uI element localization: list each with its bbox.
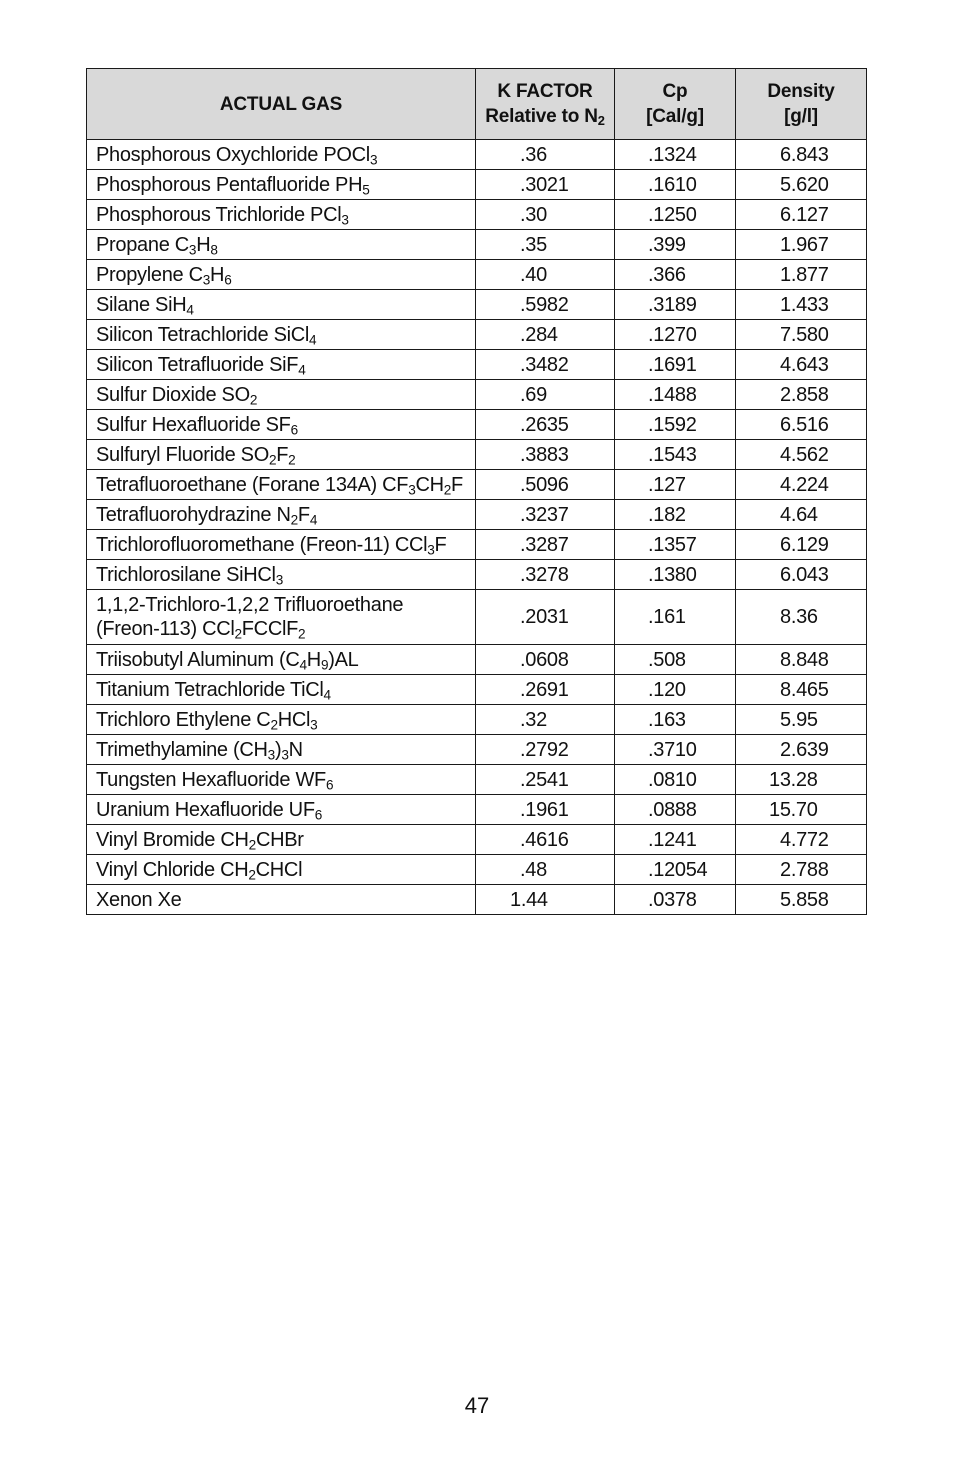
gas-name-cell — [87, 230, 476, 260]
gas-name-cell — [87, 290, 476, 320]
table-row — [87, 795, 867, 825]
table-row — [87, 645, 867, 675]
gas-name-text: Trimethylamine (CH — [96, 738, 268, 761]
formula-subscript: 3 — [275, 571, 283, 587]
k-factor-cell: .284 — [476, 320, 615, 350]
header-cp-line2: [Cal/g] — [646, 106, 704, 127]
cp-cell: .161 — [615, 590, 736, 645]
formula-subscript: 3 — [188, 241, 197, 257]
table-row — [87, 350, 867, 380]
k-factor-cell: .3883 — [476, 440, 615, 470]
density-cell: 6.843 — [736, 140, 867, 170]
k-factor-cell: .1961 — [476, 795, 615, 825]
formula-subscript: 2 — [443, 481, 452, 497]
gas-name-cell — [87, 170, 476, 200]
gas-name-text: FCClF — [241, 618, 299, 640]
formula-subscript: 6 — [224, 271, 232, 287]
density-cell: 6.516 — [736, 410, 867, 440]
table-row — [87, 230, 867, 260]
formula-subscript: 4 — [309, 511, 318, 527]
k-factor-cell: .3287 — [476, 530, 615, 560]
density-cell: 13.28 — [736, 765, 867, 795]
table-row — [87, 825, 867, 855]
table-row — [87, 140, 867, 170]
k-factor-cell: .3278 — [476, 560, 615, 590]
density-cell: 15.70 — [736, 795, 867, 825]
gas-name-cell — [87, 765, 476, 795]
k-factor-cell: .3482 — [476, 350, 615, 380]
table-row — [87, 200, 867, 230]
k-factor-cell: .3021 — [476, 170, 615, 200]
gas-name-text: HCl — [277, 708, 311, 731]
gas-name-cell — [87, 560, 476, 590]
gas-name-cell — [87, 440, 476, 470]
formula-subscript: 2 — [268, 451, 277, 467]
gas-name-text: Xenon Xe — [96, 888, 182, 911]
gas-name-text: Tetrafluorohydrazine N — [96, 503, 291, 526]
formula-subscript: 4 — [309, 331, 317, 347]
table-row — [87, 170, 867, 200]
table-row — [87, 530, 867, 560]
cp-cell: .1543 — [615, 440, 736, 470]
cp-cell: .508 — [615, 645, 736, 675]
gas-name-text: Phosphorous Pentafluoride PH — [96, 173, 363, 196]
table-row — [87, 855, 867, 885]
formula-subscript: 3 — [341, 211, 349, 227]
cp-cell: .0810 — [615, 765, 736, 795]
gas-name-text: Silane SiH — [96, 293, 187, 316]
cp-cell: .399 — [615, 230, 736, 260]
gas-name-cell — [87, 795, 476, 825]
table-row — [87, 470, 867, 500]
gas-name-text: H — [306, 648, 321, 671]
cp-cell: .1691 — [615, 350, 736, 380]
header-k-factor-subscript: 2 — [597, 113, 605, 129]
formula-subscript: 2 — [234, 626, 242, 642]
k-factor-cell: .2792 — [476, 735, 615, 765]
table-header-row — [87, 69, 867, 140]
gas-name-text: 1,1,2-Trichloro-1,2,2 Trifluoroethane — [96, 594, 404, 616]
cp-cell: .1380 — [615, 560, 736, 590]
gas-name-text: Vinyl Bromide CH — [96, 828, 249, 851]
header-density-line1: Density — [767, 81, 835, 102]
gas-name-cell — [87, 855, 476, 885]
gas-name-text: Sulfur Hexafluoride SF — [96, 413, 291, 436]
gas-name-text: F — [434, 533, 447, 556]
cp-cell: .120 — [615, 675, 736, 705]
gas-name-text: Tetrafluoroethane (Forane 134A) CF — [96, 473, 409, 496]
header-cp-line1: Cp — [662, 81, 688, 102]
cp-cell: .0378 — [615, 885, 736, 915]
gas-name-text: Triisobutyl Aluminum (C — [96, 648, 300, 671]
gas-name-text: Phosphorous Trichloride PCl — [96, 203, 342, 226]
cp-cell: .1241 — [615, 825, 736, 855]
density-cell: 4.224 — [736, 470, 867, 500]
header-actual-gas — [87, 69, 476, 140]
gas-name-cell — [87, 350, 476, 380]
formula-subscript: 3 — [369, 151, 378, 167]
density-cell: 4.64 — [736, 500, 867, 530]
gas-name-text: Trichlorosilane SiHCl — [96, 563, 276, 586]
gas-name-cell — [87, 530, 476, 560]
density-cell: 1.433 — [736, 290, 867, 320]
cp-cell: .0888 — [615, 795, 736, 825]
header-density-line2: [g/l] — [784, 106, 818, 127]
cp-cell: .127 — [615, 470, 736, 500]
formula-subscript: 2 — [248, 866, 256, 882]
table-row — [87, 500, 867, 530]
density-cell: 6.129 — [736, 530, 867, 560]
table-row — [87, 440, 867, 470]
gas-name-cell — [87, 825, 476, 855]
density-cell: 6.127 — [736, 200, 867, 230]
formula-subscript: 2 — [249, 391, 258, 407]
cp-cell: .366 — [615, 260, 736, 290]
cp-cell: .1357 — [615, 530, 736, 560]
k-factor-cell: .2031 — [476, 590, 615, 645]
density-cell: 4.562 — [736, 440, 867, 470]
formula-subscript: 3 — [310, 716, 318, 732]
k-factor-cell: .30 — [476, 200, 615, 230]
cp-cell: .3189 — [615, 290, 736, 320]
table-row — [87, 885, 867, 915]
cp-cell: .3710 — [615, 735, 736, 765]
gas-k-factor-table — [86, 68, 867, 915]
gas-name-text: N — [288, 738, 303, 761]
formula-subscript: 6 — [314, 806, 323, 822]
gas-name-text: F — [451, 473, 463, 496]
k-factor-cell: .3237 — [476, 500, 615, 530]
table-body — [87, 140, 867, 915]
gas-name-cell — [87, 645, 476, 675]
gas-name-cell — [87, 705, 476, 735]
density-cell: 2.858 — [736, 380, 867, 410]
gas-name-cell — [87, 885, 476, 915]
gas-name-text: Sulfuryl Fluoride SO — [96, 443, 269, 466]
table-row — [87, 590, 867, 645]
gas-name-text: H — [196, 233, 211, 256]
formula-subscript: 2 — [298, 626, 306, 642]
header-k-factor-line1: K FACTOR — [497, 81, 593, 102]
gas-name-cell — [87, 200, 476, 230]
k-factor-cell: .2541 — [476, 765, 615, 795]
k-factor-cell: .40 — [476, 260, 615, 290]
formula-subscript: 4 — [298, 361, 306, 377]
gas-name-text: Phosphorous Oxychloride POCl — [96, 143, 370, 166]
formula-subscript: 5 — [362, 181, 370, 197]
density-cell: 2.788 — [736, 855, 867, 885]
formula-subscript: 4 — [299, 656, 307, 672]
gas-name-text: Silicon Tetrafluoride SiF — [96, 353, 299, 376]
cp-cell: .1488 — [615, 380, 736, 410]
gas-name-text: Tungsten Hexafluoride WF — [96, 768, 326, 791]
gas-name-cell — [87, 320, 476, 350]
gas-name-text: F — [276, 443, 289, 466]
table-row — [87, 765, 867, 795]
formula-subscript: 2 — [290, 511, 298, 527]
formula-subscript: 3 — [427, 541, 435, 557]
gas-name-text: )AL — [328, 648, 359, 671]
formula-subscript: 9 — [320, 656, 329, 672]
k-factor-cell: .0608 — [476, 645, 615, 675]
density-cell: 7.580 — [736, 320, 867, 350]
gas-name-cell — [87, 410, 476, 440]
formula-subscript: 6 — [290, 421, 298, 437]
cp-cell: .1610 — [615, 170, 736, 200]
density-cell: 5.620 — [736, 170, 867, 200]
header-k-factor-line2: Relative to N — [485, 106, 598, 127]
table-row — [87, 675, 867, 705]
gas-name-text: ) — [274, 738, 282, 761]
density-cell: 8.36 — [736, 590, 867, 645]
k-factor-cell: .5096 — [476, 470, 615, 500]
density-cell: 8.465 — [736, 675, 867, 705]
gas-name-cell — [87, 380, 476, 410]
formula-subscript: 2 — [270, 716, 278, 732]
table-row — [87, 735, 867, 765]
gas-name-cell — [87, 140, 476, 170]
table-row — [87, 560, 867, 590]
gas-name-text: Titanium Tetrachloride TiCl — [96, 678, 324, 701]
formula-subscript: 8 — [210, 241, 218, 257]
cp-cell: .1324 — [615, 140, 736, 170]
gas-name-text: Trichloro Ethylene C — [96, 708, 271, 731]
gas-name-text: Trichlorofluoromethane (Freon-11) CCl — [96, 533, 428, 556]
gas-name-text: CH — [415, 473, 444, 496]
gas-name-text: Uranium Hexafluoride UF — [96, 798, 315, 821]
density-cell: 5.95 — [736, 705, 867, 735]
header-density — [736, 69, 867, 140]
cp-cell: .1270 — [615, 320, 736, 350]
density-cell: 4.643 — [736, 350, 867, 380]
density-cell: 1.967 — [736, 230, 867, 260]
table-row — [87, 260, 867, 290]
k-factor-cell: .2635 — [476, 410, 615, 440]
formula-subscript: 3 — [408, 481, 416, 497]
gas-name-cell — [87, 675, 476, 705]
k-factor-cell: .5982 — [476, 290, 615, 320]
formula-subscript: 3 — [202, 271, 211, 287]
gas-name-text: (Freon-113) CCl — [96, 618, 235, 640]
density-cell: 4.772 — [736, 825, 867, 855]
cp-cell: .1250 — [615, 200, 736, 230]
density-cell: 5.858 — [736, 885, 867, 915]
gas-name-text: Silicon Tetrachloride SiCl — [96, 323, 310, 346]
formula-subscript: 3 — [281, 746, 289, 762]
formula-subscript: 4 — [186, 301, 194, 317]
k-factor-cell: .69 — [476, 380, 615, 410]
gas-name-text: Propylene C — [96, 263, 203, 286]
gas-name-cell — [87, 735, 476, 765]
gas-name-cell — [87, 500, 476, 530]
header-k-factor — [476, 69, 615, 140]
k-factor-cell: .48 — [476, 855, 615, 885]
cp-cell: .1592 — [615, 410, 736, 440]
cp-cell: .12054 — [615, 855, 736, 885]
header-actual-gas-label: ACTUAL GAS — [219, 93, 343, 115]
formula-subscript: 4 — [323, 686, 331, 702]
density-cell: 2.639 — [736, 735, 867, 765]
gas-name-text: H — [210, 263, 225, 286]
header-cp — [615, 69, 736, 140]
k-factor-cell: .32 — [476, 705, 615, 735]
gas-name-cell — [87, 590, 476, 645]
table-row — [87, 380, 867, 410]
page-number: 47 — [464, 1393, 490, 1418]
formula-subscript: 6 — [325, 776, 334, 792]
table-row — [87, 290, 867, 320]
density-cell: 6.043 — [736, 560, 867, 590]
k-factor-cell: .2691 — [476, 675, 615, 705]
table-row — [87, 705, 867, 735]
k-factor-cell: 1.44 — [476, 885, 615, 915]
gas-name-text: Propane C — [96, 233, 189, 256]
density-cell: 8.848 — [736, 645, 867, 675]
gas-name-cell — [87, 470, 476, 500]
gas-name-text: Sulfur Dioxide SO — [96, 383, 250, 406]
density-cell: 1.877 — [736, 260, 867, 290]
cp-cell: .182 — [615, 500, 736, 530]
formula-subscript: 2 — [288, 451, 296, 467]
gas-name-cell — [87, 260, 476, 290]
gas-name-text: CHCl — [255, 858, 303, 881]
gas-name-text: Vinyl Chloride CH — [96, 858, 249, 881]
formula-subscript: 2 — [248, 836, 256, 852]
formula-subscript: 3 — [267, 746, 275, 762]
k-factor-cell: .4616 — [476, 825, 615, 855]
k-factor-cell: .35 — [476, 230, 615, 260]
gas-name-text: F — [297, 503, 310, 526]
table-row — [87, 320, 867, 350]
table-row — [87, 410, 867, 440]
gas-name-text: CHBr — [255, 828, 304, 851]
k-factor-cell: .36 — [476, 140, 615, 170]
cp-cell: .163 — [615, 705, 736, 735]
